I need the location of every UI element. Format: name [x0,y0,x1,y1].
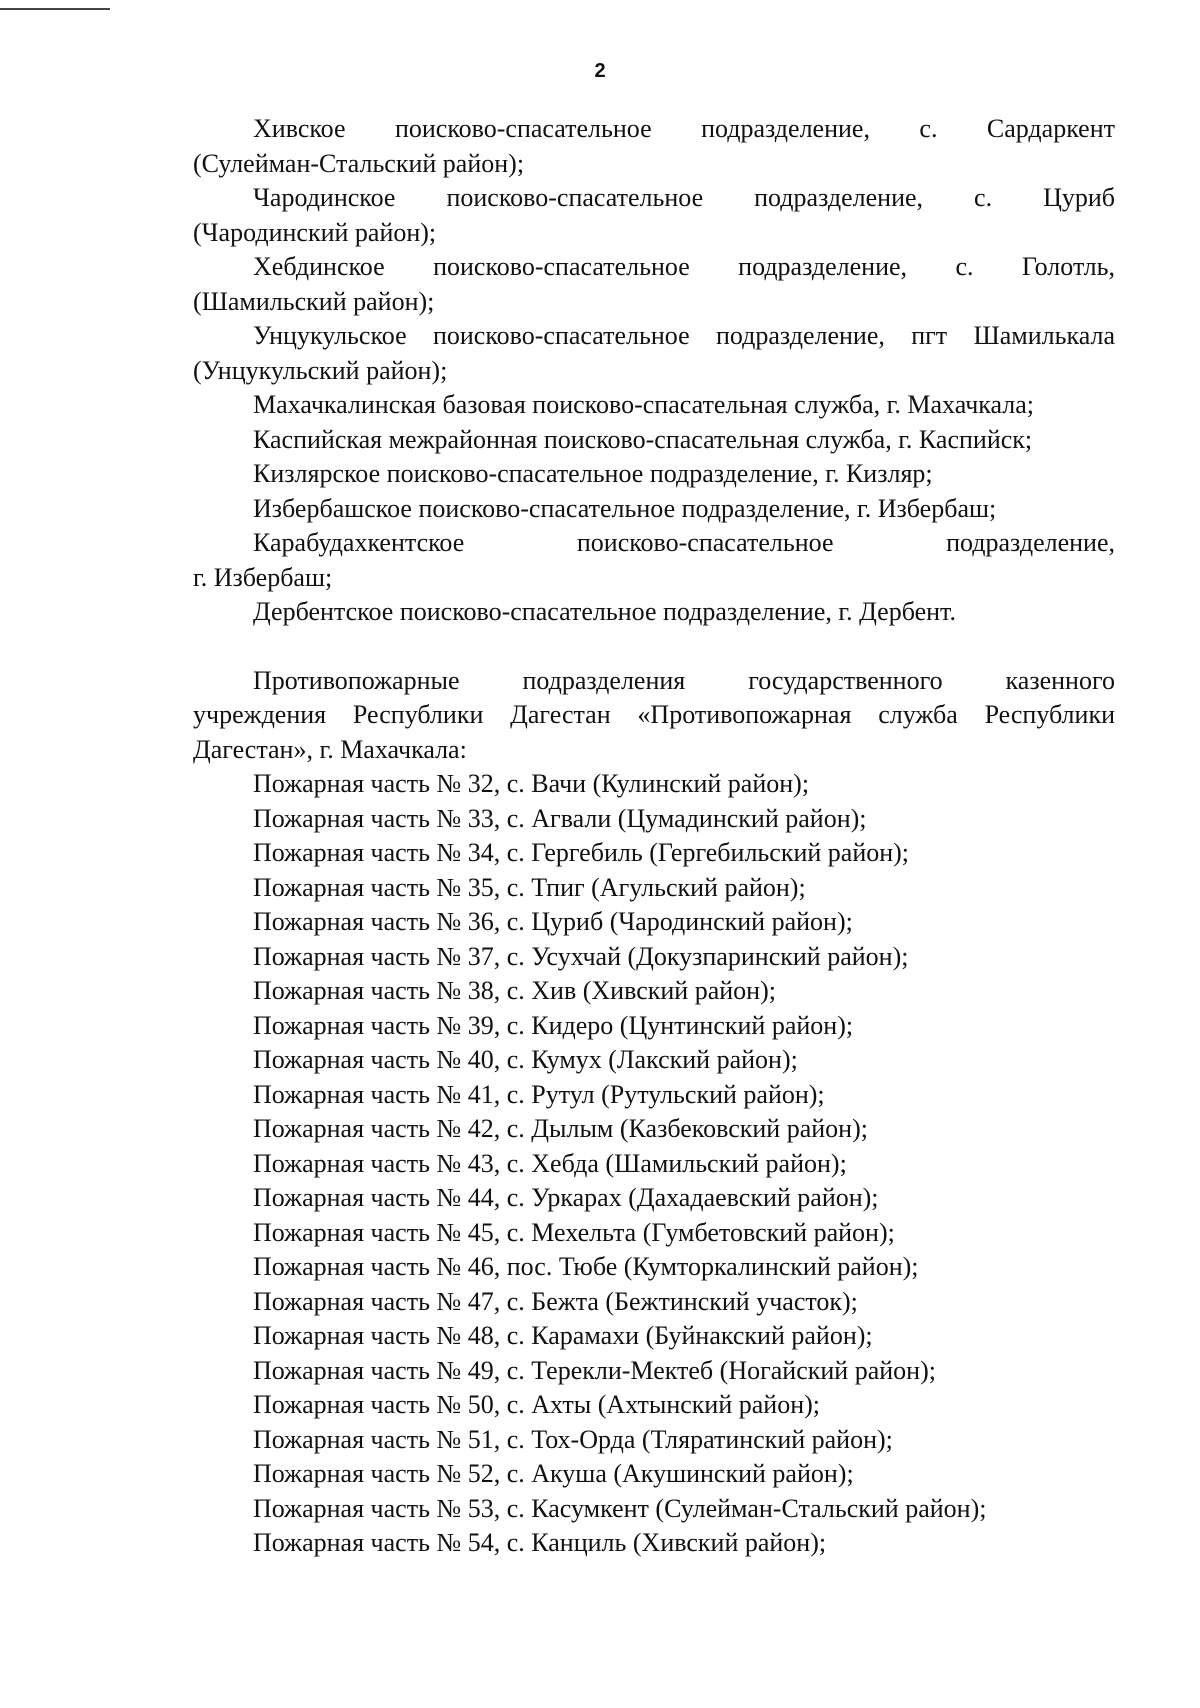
fire-unit-item: Пожарная часть № 54, с. Канциль (Хивский район); [253,1528,827,1557]
rescue-unit-line2: (Шамильский район); [193,286,435,316]
fire-unit-item: Пожарная часть № 53, с. Касумкент (Сулейман-Стальский район); [253,1493,987,1523]
fire-intro-line1: Противопожарные подразделения государственного казенного [253,665,1115,695]
rescue-units-list [193,112,1115,388]
rescue-service-item: Каспийская межрайонная поисково-спасательная служба, г. Каспийск; [253,424,1033,454]
rescue-unit-line1: Чародинское поисково-спасательное подразделение, с. Цуриб [253,183,1115,212]
rescue-services-list [193,388,1115,526]
fire-unit-item: Пожарная часть № 35, с. Тпиг (Агульский район); [253,872,806,902]
rescue-service-item: Избербашское поисково-спасательное подразделение, г. Избербаш; [253,493,997,523]
document-body [193,112,1115,1561]
karabudakhkent-line1 [193,526,1115,561]
fire-unit-item: Пожарная часть № 34, с. Гергебиль (Гергебильский район); [253,838,910,867]
fire-unit-item: Пожарная часть № 46, пос. Тюбе (Кумторкалинский район); [253,1252,919,1281]
rescue-unit-line2: (Унцукульский район); [193,355,448,385]
fire-unit-item: Пожарная часть № 36, с. Цуриб (Чародинский район); [253,907,853,936]
fire-unit-item: Пожарная часть № 32, с. Вачи (Кулинский район); [253,769,810,798]
fire-units-list [193,767,1115,1561]
rescue-unit-line1: Унцукульское поисково-спасательное подразделение, пгт Шамилькала [253,321,1115,350]
fire-unit-item: Пожарная часть № 38, с. Хив (Хивский район); [253,976,776,1005]
rescue-service-item: Кизлярское поисково-спасательное подразделение, г. Кизляр; [253,459,933,488]
section-gap [193,630,1115,664]
fire-unit-item: Пожарная часть № 40, с. Кумух (Лакский район); [253,1045,798,1074]
fire-unit-item: Пожарная часть № 50, с. Ахты (Ахтынский район); [253,1390,821,1419]
derbent-item: Дербентское поисково-спасательное подразделение, г. Дербент. [253,597,956,626]
karabudakhkent-part2: поисково-спасательное [576,528,834,557]
rescue-unit-line1: Хебдинское поисково-спасательное подразделение, с. Голотль, [253,252,1115,281]
fire-unit-item: Пожарная часть № 37, с. Усухчай (Докузпаринский район); [253,941,909,971]
fire-unit-item: Пожарная часть № 51, с. Тох-Орда (Тляратинский район); [253,1424,893,1454]
rescue-service-item: Махачкалинская базовая поисково-спасательная служба, г. Махачкала; [253,390,1035,419]
fire-unit-item: Пожарная часть № 52, с. Акуша (Акушинский район); [253,1459,854,1488]
rescue-unit-line2: (Чародинский район); [193,217,437,247]
fire-unit-item: Пожарная часть № 49, с. Терекли-Мектеб (Ногайский район); [253,1355,936,1385]
karabudakhkent-part1: Карабудахкентское [253,528,465,557]
fire-unit-item: Пожарная часть № 41, с. Рутул (Рутульский район); [253,1079,825,1109]
fire-unit-item: Пожарная часть № 47, с. Бежта (Бежтинский участок); [253,1286,858,1316]
fire-intro-line2: учреждения Республики Дагестан «Противопожарная служба Республики [193,700,1115,729]
karabudakhkent-part3: подразделение, [946,528,1115,557]
fire-unit-item: Пожарная часть № 44, с. Уркарах (Дахадаевский район); [253,1183,879,1212]
fire-unit-item: Пожарная часть № 39, с. Кидеро (Цунтинский район); [253,1010,854,1040]
rescue-unit-line1: Хивское поисково-спасательное подразделение, с. Сардаркент [253,114,1115,143]
karabudakhkent-line2: г. Избербаш; [193,562,333,592]
fire-unit-item: Пожарная часть № 43, с. Хебда (Шамильский район); [253,1148,847,1178]
fire-unit-item: Пожарная часть № 33, с. Агвали (Цумадинский район); [253,803,867,833]
fire-unit-item: Пожарная часть № 48, с. Карамахи (Буйнакский район); [253,1321,873,1350]
fire-intro-line3: Дагестан», г. Махачкала: [193,734,467,764]
fire-unit-item: Пожарная часть № 45, с. Мехельта (Гумбетовский район); [253,1217,895,1247]
rescue-unit-line2: (Сулейман-Стальский район); [193,148,525,178]
page-number: 2 [594,60,606,82]
scan-artifact-line [0,8,110,10]
fire-unit-item: Пожарная часть № 42, с. Дылым (Казбековский район); [253,1114,868,1143]
